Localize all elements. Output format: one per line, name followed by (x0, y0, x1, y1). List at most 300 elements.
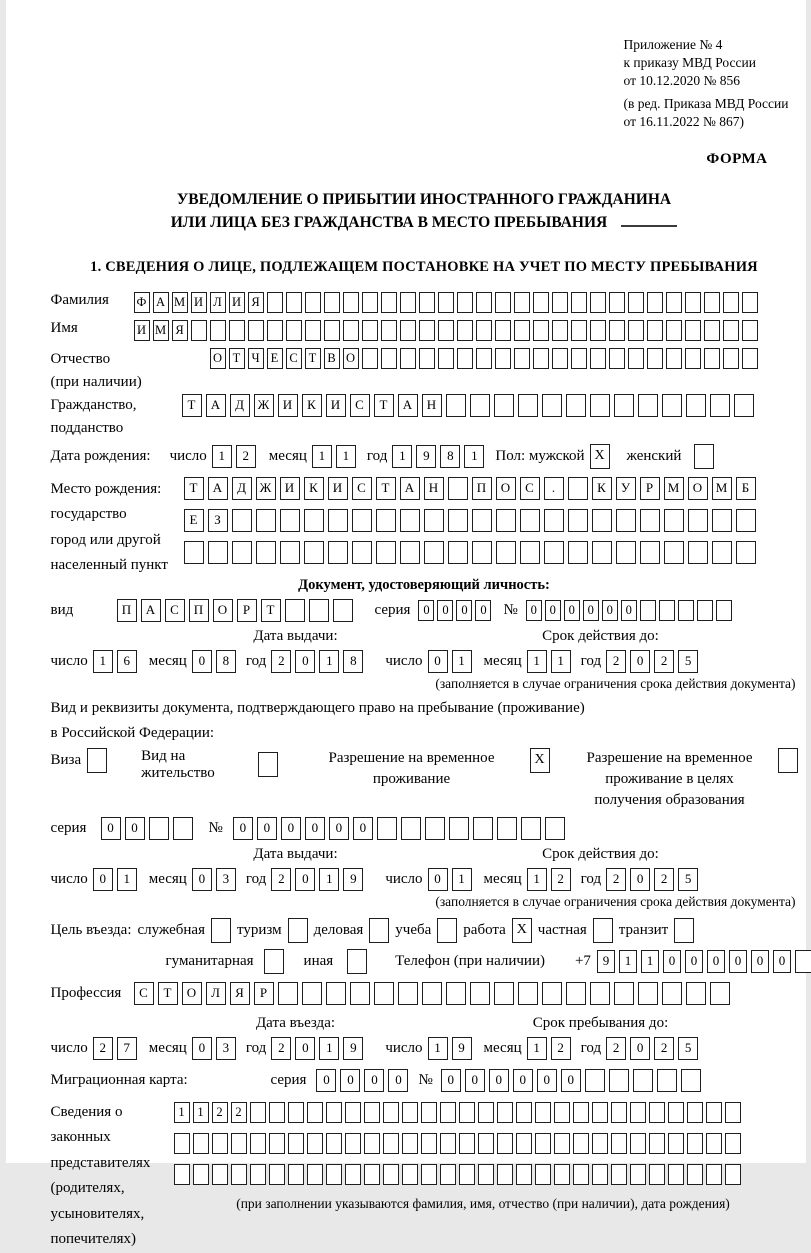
char-cell (628, 292, 644, 313)
char-cell (212, 1133, 228, 1154)
char-cell (674, 918, 694, 943)
char-cell: Т (229, 348, 245, 369)
char-cell (687, 1133, 703, 1154)
char-cell: 1 (336, 445, 356, 468)
char-cell (343, 292, 359, 313)
char-cell (611, 1164, 627, 1185)
char-cell (590, 320, 606, 341)
char-cell (383, 1164, 399, 1185)
appendix-line: Приложение № 4 (623, 37, 723, 52)
char-cell (307, 1102, 323, 1123)
char-cell (494, 394, 514, 417)
char-cell: К (304, 477, 324, 500)
char-cell (640, 600, 656, 621)
char-cell: Ф (134, 292, 150, 313)
char-cell (723, 292, 739, 313)
char-cell: 0 (526, 600, 542, 621)
section1-heading: 1. СВЕДЕНИЯ О ЛИЦЕ, ПОДЛЕЖАЩЕМ ПОСТАНОВКЕ НА УЧЕТ ПО МЕСТУ ПРЕБЫВАНИЯ (90, 258, 758, 275)
char-cell (568, 541, 588, 564)
stay-year-cells (606, 1037, 698, 1060)
purpose-transit: транзит (619, 918, 694, 943)
char-cell (725, 1102, 741, 1123)
char-cell (685, 292, 701, 313)
char-cell (649, 1133, 665, 1154)
char-cell (566, 394, 586, 417)
char-cell (542, 394, 562, 417)
char-cell: Т (184, 477, 204, 500)
char-cell: 1 (117, 868, 137, 891)
residence-permit-option: Вид на жительство (141, 748, 277, 782)
char-cell: 2 (551, 868, 571, 891)
char-cell (497, 1164, 513, 1185)
char-cell: 1 (464, 445, 484, 468)
char-cell: А (141, 599, 161, 622)
char-cell (250, 1164, 266, 1185)
char-cell (174, 1164, 190, 1185)
char-cell: 0 (364, 1069, 384, 1092)
char-cell (742, 320, 758, 341)
char-cell (681, 1069, 701, 1092)
char-cell (470, 982, 490, 1005)
char-cell (516, 1133, 532, 1154)
char-cell: 0 (489, 1069, 509, 1092)
char-cell: И (280, 477, 300, 500)
char-cell (571, 348, 587, 369)
surname-row (51, 292, 798, 313)
char-cell (324, 320, 340, 341)
entry-year-cells (271, 1037, 363, 1060)
char-cell (326, 1133, 342, 1154)
char-cell (231, 1133, 247, 1154)
char-cell (149, 817, 169, 840)
char-cell: 5 (678, 1037, 698, 1060)
char-cell: 0 (192, 868, 212, 891)
residence-valid-date: число 0 1 месяц 1 2 год 2 0 2 5 (385, 868, 698, 891)
char-cell: Б (736, 477, 756, 500)
birth-day-cells (212, 445, 256, 468)
char-cell (638, 982, 658, 1005)
char-cell (478, 1164, 494, 1185)
char-cell (470, 394, 490, 417)
char-cell (345, 1133, 361, 1154)
char-cell (400, 320, 416, 341)
char-cell (723, 348, 739, 369)
char-cell: Р (640, 477, 660, 500)
char-cell: 2 (212, 1102, 228, 1123)
doc-kind-cells (117, 599, 353, 622)
char-cell (267, 292, 283, 313)
char-cell: 0 (564, 600, 580, 621)
char-cell (544, 509, 564, 532)
sex-female-label: женский (626, 447, 682, 464)
char-cell (440, 1102, 456, 1123)
char-cell: 1 (93, 650, 113, 673)
char-cell (542, 982, 562, 1005)
char-cell: 7 (117, 1037, 137, 1060)
char-cell (630, 1102, 646, 1123)
char-cell: 2 (271, 1037, 291, 1060)
phone-prefix: +7 (574, 952, 591, 969)
char-cell: 1 (619, 950, 637, 973)
char-cell: С (134, 982, 154, 1005)
char-cell: 9 (452, 1037, 472, 1060)
char-cell: П (117, 599, 137, 622)
purpose-official: служебная (137, 918, 231, 943)
char-cell: 0 (233, 817, 253, 840)
char-cell (704, 320, 720, 341)
char-cell (256, 541, 276, 564)
char-cell (649, 1164, 665, 1185)
char-cell (438, 348, 454, 369)
char-cell (457, 348, 473, 369)
char-cell (302, 982, 322, 1005)
char-cell (552, 348, 568, 369)
issue-year-cells (271, 650, 363, 673)
char-cell (496, 509, 516, 532)
char-cell (345, 1102, 361, 1123)
char-cell: 2 (236, 445, 256, 468)
char-cell (585, 1069, 605, 1092)
residence-validity-note: (заполняется в случае ограничения срока действия документа) (435, 893, 796, 909)
representatives-block (51, 1100, 798, 1250)
phone-cells (597, 950, 811, 973)
char-cell: 0 (428, 650, 448, 673)
char-cell (666, 320, 682, 341)
char-cell (449, 817, 469, 840)
migration-card-label: Миграционная карта: (50, 1071, 188, 1088)
surname-cells (134, 292, 758, 313)
char-cell (544, 541, 564, 564)
char-cell (193, 1133, 209, 1154)
char-cell (383, 1102, 399, 1123)
citizenship-row (51, 394, 798, 440)
residence-issue-heading: Дата выдачи: (253, 845, 338, 862)
doc-series-cells (418, 600, 491, 621)
char-cell (609, 1069, 629, 1092)
char-cell (686, 982, 706, 1005)
char-cell (725, 1164, 741, 1185)
char-cell (250, 1133, 266, 1154)
char-cell (706, 1164, 722, 1185)
purpose-humanitarian-checkbox (264, 949, 284, 974)
char-cell (533, 292, 549, 313)
char-cell: 0 (329, 817, 349, 840)
purpose-study: учеба (395, 918, 457, 943)
char-cell: 2 (606, 650, 626, 673)
char-cell (269, 1133, 285, 1154)
migration-number-cells (441, 1069, 701, 1092)
birthplace-labels: Место рождения: государство город или другой населенный пункт (50, 480, 168, 574)
char-cell (419, 292, 435, 313)
char-cell (497, 1102, 513, 1123)
birthplace-cells-row2 (184, 509, 756, 532)
char-cell (554, 1102, 570, 1123)
char-cell (212, 1164, 228, 1185)
char-cell: Д (230, 394, 250, 417)
char-cell (688, 541, 708, 564)
char-cell (256, 509, 276, 532)
char-cell (633, 1069, 653, 1092)
char-cell (657, 1069, 677, 1092)
char-cell (288, 918, 308, 943)
char-cell: 2 (654, 868, 674, 891)
char-cell: 0 (101, 817, 121, 840)
purpose-business: деловая (314, 918, 390, 943)
char-cell: 8 (440, 445, 460, 468)
char-cell: Р (254, 982, 274, 1005)
migration-series-label: серия (270, 1071, 307, 1088)
char-cell (304, 541, 324, 564)
char-cell (87, 748, 107, 773)
char-cell: 6 (117, 650, 137, 673)
char-cell (400, 541, 420, 564)
char-cell (210, 320, 226, 341)
char-cell: Л (210, 292, 226, 313)
representatives-cells-row1 (174, 1102, 741, 1123)
char-cell (514, 348, 530, 369)
char-cell (614, 982, 634, 1005)
char-cell (666, 348, 682, 369)
valid-year-cells (606, 650, 698, 673)
char-cell (520, 541, 540, 564)
char-cell: Т (182, 394, 202, 417)
char-cell (421, 1102, 437, 1123)
char-cell: Л (206, 982, 226, 1005)
char-cell (495, 292, 511, 313)
char-cell: 0 (428, 868, 448, 891)
char-cell (734, 394, 754, 417)
char-cell (706, 1102, 722, 1123)
purpose-transit-checkbox (674, 918, 694, 943)
char-cell (478, 1133, 494, 1154)
char-cell: 0 (437, 600, 453, 621)
char-cell (264, 949, 284, 974)
char-cell (545, 817, 565, 840)
birthplace-block (51, 477, 798, 573)
char-cell (288, 1133, 304, 1154)
char-cell (364, 1164, 380, 1185)
char-cell (229, 320, 245, 341)
char-cell (668, 1164, 684, 1185)
char-cell: Н (424, 477, 444, 500)
char-cell (662, 982, 682, 1005)
stay-day-cells (428, 1037, 472, 1060)
char-cell (364, 1102, 380, 1123)
char-cell (309, 599, 329, 622)
patronymic-row (51, 348, 798, 394)
char-cell (362, 320, 378, 341)
char-cell (307, 1133, 323, 1154)
char-cell: 1 (319, 1037, 339, 1060)
char-cell (590, 394, 610, 417)
title-blank-underline (621, 213, 677, 227)
char-cell (659, 600, 675, 621)
char-cell: 3 (216, 1037, 236, 1060)
char-cell (173, 817, 193, 840)
char-cell: И (278, 394, 298, 417)
char-cell: 0 (729, 950, 747, 973)
residence-issue-year-cells (271, 868, 363, 891)
char-cell (552, 320, 568, 341)
purpose-tourism: туризм (237, 918, 308, 943)
entry-month-cells (192, 1037, 236, 1060)
char-cell: И (328, 477, 348, 500)
doc-kind-label: вид (50, 601, 74, 618)
residence-series-cells (101, 817, 193, 840)
form-page (6, 0, 806, 1248)
char-cell: 0 (537, 1069, 557, 1092)
char-cell (640, 541, 660, 564)
char-cell: 0 (192, 650, 212, 673)
char-cell (364, 1133, 380, 1154)
char-cell: А (400, 477, 420, 500)
residence-issue-date: число 0 1 месяц 0 3 год 2 0 1 9 (51, 868, 364, 891)
char-cell: 1 (174, 1102, 190, 1123)
char-cell (723, 320, 739, 341)
char-cell (736, 509, 756, 532)
char-cell (347, 949, 367, 974)
char-cell: Т (374, 394, 394, 417)
temp-residence-edu-label: Разрешение на временное проживание в целях получения образования (586, 749, 753, 808)
char-cell: О (182, 982, 202, 1005)
char-cell: 1 (193, 1102, 209, 1123)
char-cell (402, 1164, 418, 1185)
char-cell (795, 950, 811, 973)
char-cell: 1 (428, 1037, 448, 1060)
char-cell (520, 509, 540, 532)
char-cell: 0 (773, 950, 791, 973)
char-cell: 2 (231, 1102, 247, 1123)
char-cell: Ж (256, 477, 276, 500)
char-cell: Я (230, 982, 250, 1005)
char-cell (376, 541, 396, 564)
char-cell (421, 1133, 437, 1154)
char-cell (381, 348, 397, 369)
char-cell (640, 509, 660, 532)
char-cell: Т (305, 348, 321, 369)
year-label: год (366, 447, 388, 464)
char-cell: X (512, 918, 532, 943)
char-cell (609, 320, 625, 341)
temp-residence-option (306, 748, 550, 790)
char-cell (704, 292, 720, 313)
char-cell: 0 (441, 1069, 461, 1092)
char-cell (422, 982, 442, 1005)
char-cell (518, 394, 538, 417)
char-cell (662, 394, 682, 417)
char-cell (495, 320, 511, 341)
char-cell: 1 (641, 950, 659, 973)
char-cell (630, 1133, 646, 1154)
char-cell (649, 1102, 665, 1123)
char-cell (593, 918, 613, 943)
char-cell (285, 599, 305, 622)
issue-date-heading: Дата выдачи: (253, 627, 338, 644)
char-cell (533, 348, 549, 369)
entry-date: число 2 7 месяц 0 3 год 2 0 1 9 (51, 1037, 364, 1060)
char-cell: М (153, 320, 169, 341)
identity-date-headings (51, 628, 798, 648)
char-cell: П (472, 477, 492, 500)
char-cell (250, 1102, 266, 1123)
char-cell: Ч (248, 348, 264, 369)
char-cell (552, 292, 568, 313)
char-cell (438, 292, 454, 313)
char-cell: О (688, 477, 708, 500)
char-cell (573, 1102, 589, 1123)
citizenship-cells (182, 394, 754, 417)
char-cell: А (206, 394, 226, 417)
char-cell: Р (237, 599, 257, 622)
char-cell (419, 320, 435, 341)
identity-doc-heading: Документ, удостоверяющий личность: (298, 576, 550, 593)
char-cell (742, 292, 758, 313)
char-cell (425, 817, 445, 840)
char-cell (496, 541, 516, 564)
char-cell (448, 509, 468, 532)
char-cell (191, 320, 207, 341)
visit-purpose-label: Цель въезда: (50, 921, 132, 938)
char-cell (609, 292, 625, 313)
char-cell: Е (184, 509, 204, 532)
char-cell (742, 348, 758, 369)
char-cell (419, 348, 435, 369)
char-cell (457, 320, 473, 341)
char-cell: 2 (271, 868, 291, 891)
char-cell (193, 1164, 209, 1185)
char-cell (307, 1164, 323, 1185)
char-cell: О (213, 599, 233, 622)
char-cell (383, 1133, 399, 1154)
char-cell (716, 600, 732, 621)
representatives-note: (при заполнении указываются фамилия, имя, отчество (при наличии), дата рождения) (236, 1195, 730, 1211)
char-cell (554, 1164, 570, 1185)
purpose-study-checkbox (437, 918, 457, 943)
char-cell (725, 1133, 741, 1154)
char-cell (369, 918, 389, 943)
char-cell: 0 (685, 950, 703, 973)
char-cell: 0 (707, 950, 725, 973)
char-cell (377, 817, 397, 840)
char-cell (535, 1133, 551, 1154)
char-cell: П (189, 599, 209, 622)
char-cell (381, 320, 397, 341)
birthplace-cells-row3 (184, 541, 756, 564)
char-cell: 0 (602, 600, 618, 621)
char-cell: X (530, 748, 550, 773)
char-cell (459, 1133, 475, 1154)
char-cell: С (350, 394, 370, 417)
char-cell: Н (422, 394, 442, 417)
char-cell (694, 444, 714, 469)
char-cell (208, 541, 228, 564)
char-cell: 2 (271, 650, 291, 673)
char-cell (687, 1102, 703, 1123)
residence-line2: в Российской Федерации: (50, 724, 215, 741)
stay-until-date: число 1 9 месяц 1 2 год 2 0 2 5 (385, 1037, 698, 1060)
char-cell: 0 (316, 1069, 336, 1092)
char-cell (736, 541, 756, 564)
residence-series-row (51, 817, 798, 840)
surname-label: Фамилия (50, 291, 109, 308)
residence-series-label: серия (50, 819, 87, 836)
char-cell: 0 (751, 950, 769, 973)
char-cell: 0 (353, 817, 373, 840)
char-cell: 0 (340, 1069, 360, 1092)
char-cell (516, 1102, 532, 1123)
char-cell (686, 394, 706, 417)
entry-date-headings (51, 1015, 798, 1035)
